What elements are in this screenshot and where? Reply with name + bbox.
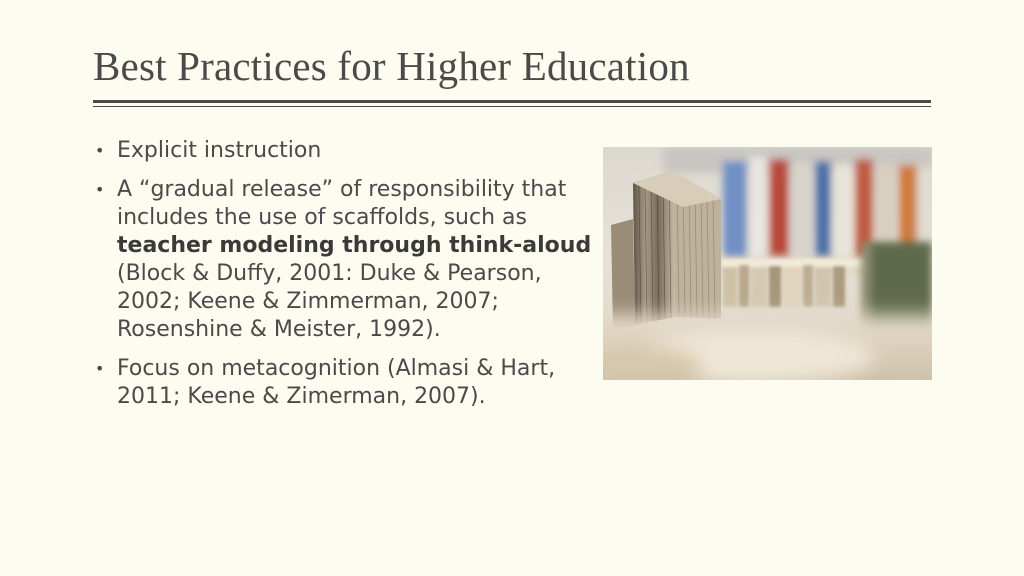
- bullet-text: Focus on metacognition (Almasi & Hart, 2011; Keene & Zimerman, 2007).: [117, 356, 556, 409]
- library-books-photo: [603, 147, 932, 380]
- bullet-item-gradual-release: [93, 176, 593, 344]
- title-rule-thick: [93, 100, 931, 103]
- bullet-list: [93, 137, 593, 422]
- bullet-text-citation: (Block & Duffy, 2001: Duke & Pearson, 2002; Keene & Zimmerman, 2007; Rosenshine & Meister, 1992).: [117, 261, 542, 342]
- slide-title: Best Practices for Higher Education: [93, 43, 690, 89]
- bullet-marker: •: [95, 141, 105, 160]
- bullet-marker: •: [95, 359, 105, 378]
- bullet-item-explicit-instruction: [93, 137, 593, 165]
- bullet-marker: •: [95, 180, 105, 199]
- bullet-text: Explicit instruction: [117, 138, 322, 163]
- bullet-text-lead: A “gradual release” of responsibility that includes the use of scaffolds, such as: [117, 177, 567, 230]
- title-rule-thin: [93, 106, 931, 107]
- bullet-item-metacognition: [93, 355, 593, 411]
- bullet-emphasis: teacher modeling through think-aloud: [117, 233, 592, 258]
